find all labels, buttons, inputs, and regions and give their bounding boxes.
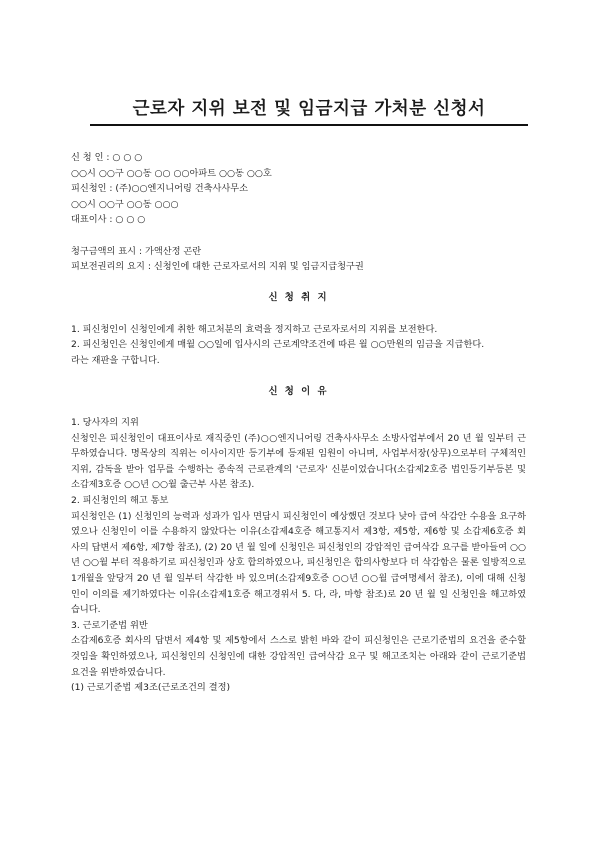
purpose-line: 라는 재판을 구합니다.	[71, 354, 160, 366]
spacer	[71, 400, 526, 416]
spacer	[71, 275, 526, 291]
purpose-line: 1. 피신청인이 신청인에게 취한 해고처분의 효력을 정지하고 근로자로서의 지위를 보전한다.	[71, 323, 438, 335]
subsection-heading: (1) 근로기준법 제3조(근로조건의 결정)	[71, 682, 231, 694]
purpose-line: 2. 피신청인은 신청인에게 매월 ○○일에 입사시의 근로계약조건에 따른 월 ○○만원의 임금을 지급한다.	[71, 339, 485, 351]
spacer	[71, 368, 526, 384]
spacer	[71, 306, 526, 322]
claim-line: 청구금액의 표시 : 가액산정 곤란	[71, 245, 202, 257]
party-line: ○○시 ○○구 ○○동 ○○ ○○아파트 ○○동 ○○호	[71, 167, 272, 179]
title-underline	[90, 124, 528, 126]
reason-paragraph: 소갑제6호증 회사의 답변서 제4항 및 제5항에서 스스로 밝힌 바와 같이 피신청인은 근로기준법의 요건을 준수할 것임을 확인하였으나, 피신청인의 신청인에 대한 강압적인 급여삭감 요구 및 해고조치는 아래와 같이 근로기준법 요건을 위반하였습니다.	[71, 635, 526, 678]
title-block	[90, 96, 528, 126]
spacer	[71, 228, 526, 244]
party-line: 피신청인 : (주)○○엔지니어링 건축사사무소	[71, 183, 249, 195]
party-line: ○○시 ○○구 ○○동 ○○○	[71, 198, 179, 210]
section-heading: 3. 근로기준법 위반	[71, 619, 148, 631]
section-heading: 1. 당사자의 지위	[71, 417, 139, 429]
document-body	[71, 150, 526, 696]
purpose-heading: 신 청 취 지	[268, 292, 329, 304]
party-line: 대표이사 : ○ ○ ○	[71, 214, 146, 226]
party-line: 신 청 인 : ○ ○ ○	[71, 152, 143, 163]
reason-paragraph: 피신청인은 (1) 신청인의 능력과 성과가 입사 면담시 피신청인이 예상했던 것보다 낮아 급여 삭감안 수용을 요구하였으나 신청인이 이를 수용하지 않았다는 이유(소갑제4호증 해고통지서 제3항, 제5항, 제6항 및 소갑제6호증 회사의 답변서 제6항, 제7항 참조), (2) 20 년 월 일에 신청인은 피신청인의 강압적인 급여삭감 요구를 받아들여 ○○년 ○○월 부터 적용하기로 피신청인과 상호 합의하였으나, 피신청인은 합의사항보다 더 삭감함은 물론 일방적으로 1개월을 앞당겨 20 년 월 일부터 삭감한 바 있으며(소갑제9호증 ○○년 ○○월 급여명세서 참조), 이에 대해 신청인이 이의를 제기하였다는 이유(소갑제1호증 해고경위서 5. 다, 라, 마항 참조)로 20 년 월 일 신청인을 해고하였습니다.	[71, 510, 526, 616]
claim-line: 피보전권리의 요지 : 신청인에 대한 근로자로서의 지위 및 임금지급청구권	[71, 261, 364, 273]
reason-paragraph: 신청인은 피신청인이 대표이사로 재직중인 (주)○○엔지니어링 건축사사무소 소방사업부에서 20 년 월 일부터 근무하였습니다. 명목상의 직위는 이사이지만 등기부에 등재된 임원이 아니며, 사업부서장(상무)으로부터 구체적인 지위, 감독을 받아 업무를 수행하는 종속적 근로관계의 '근로자' 신분이었습니다(소갑제2호증 법인등기부등본 및 소갑제3호증 ○○년 ○○월 출근부 사본 참조).	[71, 432, 526, 491]
reason-heading: 신 청 이 유	[268, 385, 329, 397]
document-title: 근로자 지위 보전 및 임금지급 가처분 신청서	[132, 99, 486, 119]
section-heading: 2. 피신청인의 해고 통보	[71, 495, 169, 507]
